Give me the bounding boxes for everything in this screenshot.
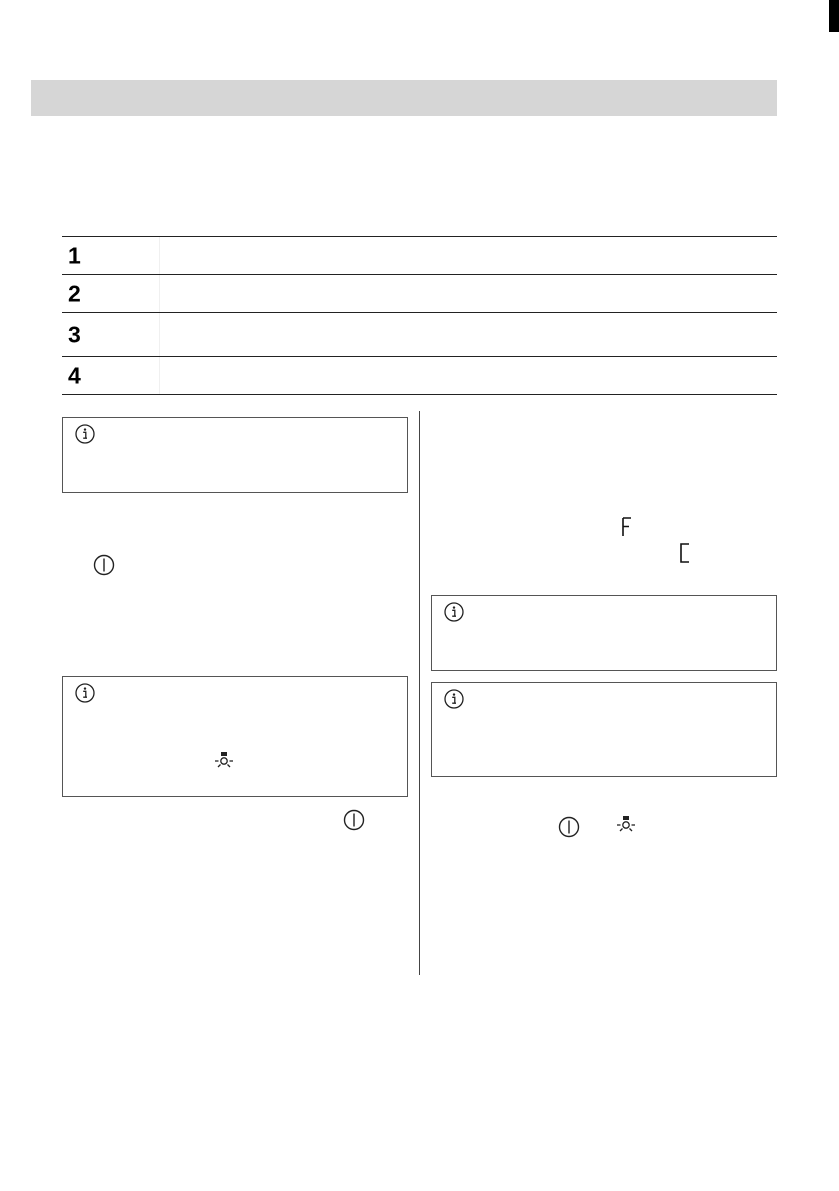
step-row-4 bbox=[62, 357, 777, 395]
power-icon bbox=[92, 553, 116, 577]
celsius-segment-symbol bbox=[678, 542, 692, 564]
info-note-box bbox=[62, 676, 408, 797]
step-row-2 bbox=[62, 275, 777, 313]
fahrenheit-segment-symbol bbox=[620, 516, 634, 538]
info-note-box bbox=[431, 595, 777, 671]
step-number: 1 bbox=[68, 242, 81, 268]
power-icon bbox=[342, 808, 366, 832]
info-note-box bbox=[431, 682, 777, 777]
steps-table bbox=[62, 236, 777, 395]
info-icon bbox=[444, 689, 464, 709]
info-icon bbox=[75, 683, 95, 703]
info-icon bbox=[75, 424, 95, 444]
column-divider bbox=[419, 411, 420, 975]
light-icon bbox=[212, 750, 236, 774]
section-header-bar bbox=[31, 80, 777, 116]
step-row-1 bbox=[62, 237, 777, 275]
info-icon bbox=[444, 602, 464, 622]
power-icon bbox=[557, 815, 581, 839]
info-note-box bbox=[62, 417, 408, 493]
page-edge-mark bbox=[829, 0, 839, 32]
step-row-3 bbox=[62, 313, 777, 357]
step-number: 3 bbox=[68, 321, 81, 347]
step-number: 4 bbox=[68, 362, 81, 388]
step-number: 2 bbox=[68, 280, 81, 306]
light-icon bbox=[614, 814, 638, 838]
